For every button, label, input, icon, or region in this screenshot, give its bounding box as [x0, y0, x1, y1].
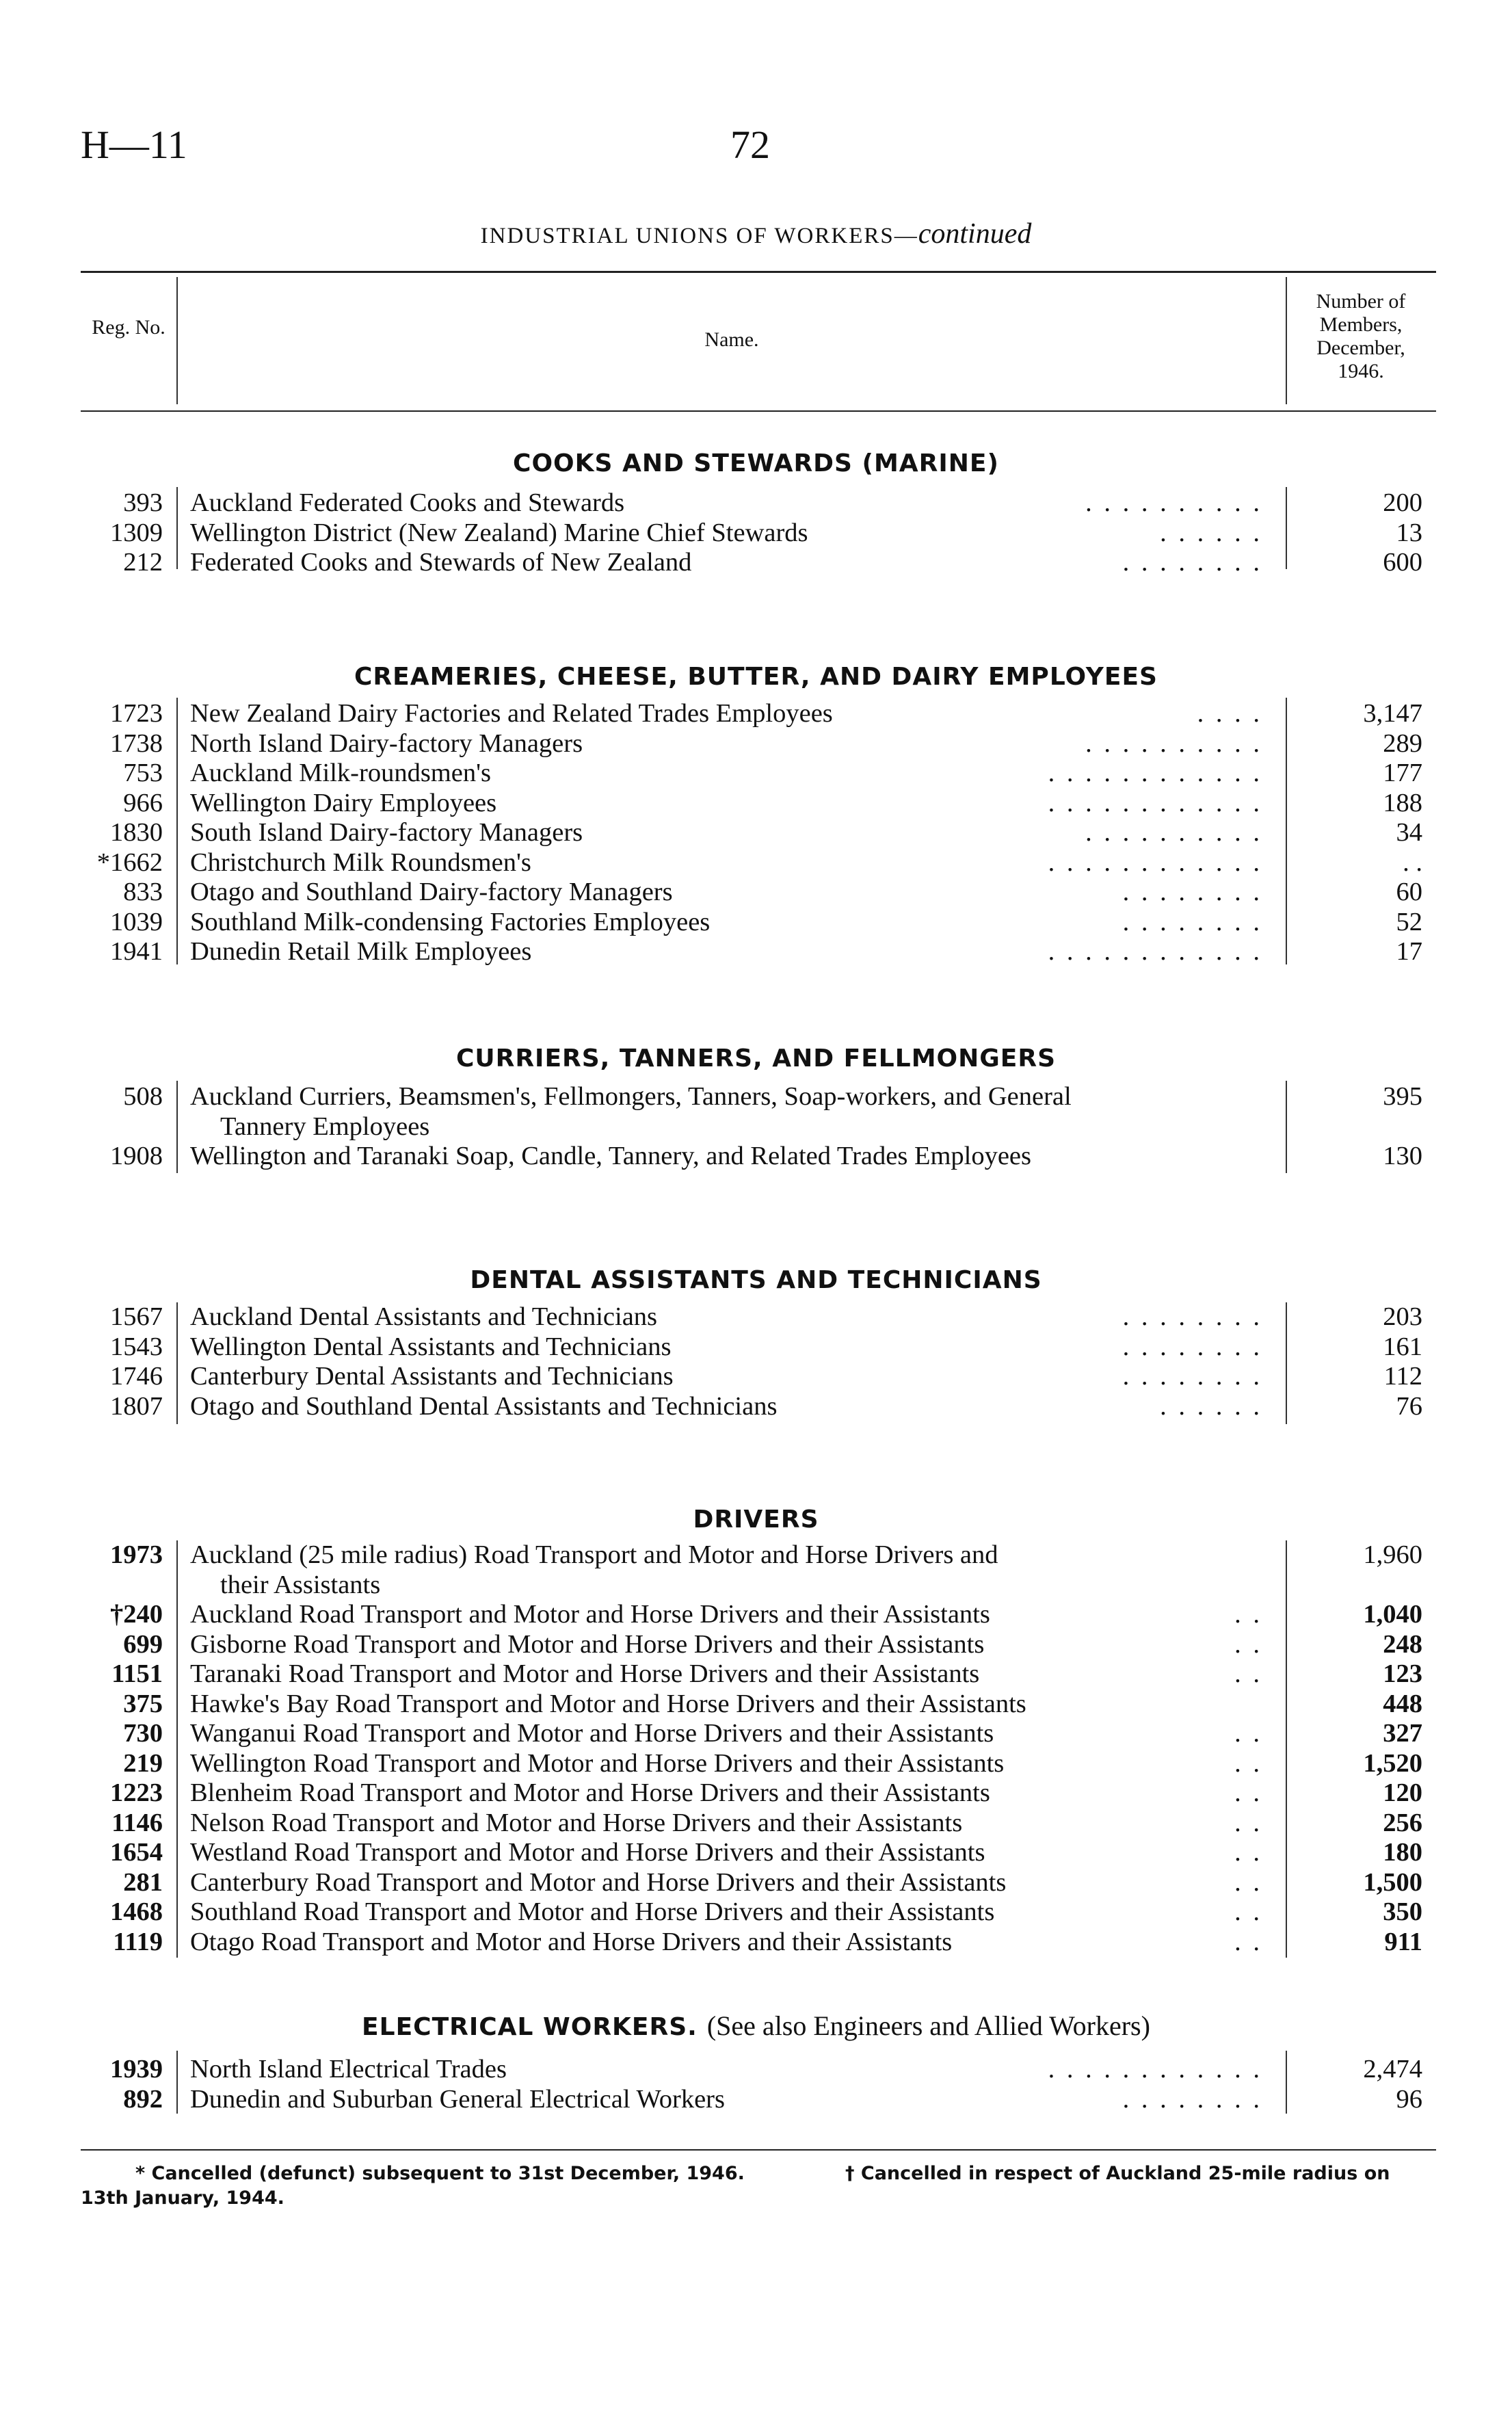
page-number: 72: [730, 122, 770, 167]
section-drivers: [0, 1502, 1512, 1957]
table-row: 1146 Nelson Road Transport and Motor and Horse Drivers and their Assistants . . 256: [111, 1808, 1422, 1837]
section-dental: [0, 1263, 1512, 1421]
footnote-auckland: † Cancelled in respect of Auckland 25-mile radius on: [845, 2163, 1390, 2184]
table-row: 1543 Wellington Dental Assistants and Technicians . . . . . . . . 161: [110, 1332, 1422, 1361]
table-row: 1039 Southland Milk-condensing Factories Employees . . . . . . . . 52: [110, 907, 1422, 936]
table-row: 1807 Otago and Southland Dental Assistants and Technicians . . . . . . 76: [110, 1391, 1422, 1421]
section-title: CURRIERS, TANNERS, AND FELLMONGERS: [455, 1044, 1057, 1073]
table-row: 1746 Canterbury Dental Assistants and Technicians . . . . . . . . 112: [110, 1362, 1422, 1391]
table-row: 212 Federated Cooks and Stewards of New Zealand . . . . . . . . 600: [123, 548, 1422, 577]
table-row: 281 Canterbury Road Transport and Motor and Horse Drivers and their Assistants . . 1,500: [123, 1867, 1422, 1897]
table-row: 892 Dunedin and Suburban General Electrical Workers . . . . . . . . 96: [123, 2084, 1422, 2114]
table-row: 1567 Auckland Dental Assistants and Technicians . . . . . . . . 203: [110, 1302, 1422, 1331]
report-code: H—11: [81, 122, 187, 167]
section-cooks-stewards: [0, 446, 1512, 578]
table-row: 1223 Blenheim Road Transport and Motor and Horse Drivers and their Assistants . . 120: [110, 1778, 1422, 1807]
footnote-rule: [81, 2149, 1436, 2151]
table-row: 1830 South Island Dairy-factory Managers . . . . . . . . . . 34: [110, 818, 1422, 847]
table-row: *1662 Christchurch Milk Roundsmen's . . . . . . . . . . . . . .: [96, 847, 1422, 877]
column-members: Number of Members, December, 1946.: [1316, 290, 1406, 382]
subtitle-continued: continued: [918, 218, 1032, 250]
column-reg-no: Reg. No.: [92, 316, 165, 339]
section-creameries: [0, 659, 1512, 967]
section-title: DRIVERS: [693, 1506, 819, 1534]
table-row: 393 Auckland Federated Cooks and Stewards . . . . . . . . . . 200: [123, 488, 1422, 517]
column-name: Name.: [704, 328, 759, 351]
table-row: 699 Gisborne Road Transport and Motor and Horse Drivers and their Assistants . . 248: [123, 1629, 1422, 1659]
subtitle-main: INDUSTRIAL UNIONS OF WORKERS—: [480, 224, 918, 248]
table-row: †240 Auckland Road Transport and Motor and Horse Drivers and their Assistants . . 1,040: [110, 1600, 1422, 1629]
table-row: 753 Auckland Milk-roundsmen's . . . . . . . . . . . . 177: [123, 759, 1422, 787]
page-subtitle: [0, 218, 1512, 250]
section-curriers-tanners: [0, 1041, 1512, 1172]
section-title: CREAMERIES, CHEESE, BUTTER, AND DAIRY EMPLOYEES: [354, 663, 1158, 691]
section-title: DENTAL ASSISTANTS AND TECHNICIANS: [470, 1266, 1042, 1294]
table-row: 1654 Westland Road Transport and Motor and Horse Drivers and their Assistants . . 180: [110, 1838, 1422, 1867]
table-row: 1119 Otago Road Transport and Motor and Horse Drivers and their Assistants . . 911: [113, 1927, 1422, 1956]
section-title: COOKS AND STEWARDS (MARINE): [513, 449, 999, 477]
table-row: 1939 North Island Electrical Trades . . . . . . . . . . . . 2,474: [110, 2055, 1422, 2084]
table-row: 1468 Southland Road Transport and Motor and Horse Drivers and their Assistants . . 350: [110, 1897, 1422, 1926]
table-row: 833 Otago and Southland Dairy-factory Managers . . . . . . . . 60: [123, 878, 1422, 906]
table-row: 730 Wanganui Road Transport and Motor and Horse Drivers and their Assistants . . 327: [123, 1719, 1422, 1748]
table-row: 1723 New Zealand Dairy Factories and Related Trades Employees . . . . 3,147: [110, 699, 1422, 728]
table-head-rule: [81, 410, 1436, 412]
footnote-defunct: * Cancelled (defunct) subsequent to 31st December, 1946.: [135, 2163, 745, 2184]
table-row: 508 Auckland Curriers, Beamsmen's, Fellmongers, Tanners, Soap-workers, and General Tannery Employees 395: [123, 1082, 1422, 1141]
table-row: 219 Wellington Road Transport and Motor and Horse Drivers and their Assistants . . 1,520: [123, 1748, 1422, 1778]
table-row: 1309 Wellington District (New Zealand) Marine Chief Stewards . . . . . . 13: [110, 518, 1422, 547]
table-row: 1941 Dunedin Retail Milk Employees . . . . . . . . . . . . 17: [110, 937, 1422, 966]
table-top-rule: [81, 271, 1436, 273]
table-row: 1908 Wellington and Taranaki Soap, Candle, Tannery, and Related Trades Employees 130: [110, 1142, 1422, 1170]
table-row: 966 Wellington Dairy Employees . . . . . . . . . . . . 188: [123, 788, 1422, 817]
section-title: ELECTRICAL WORKERS. (See also Engineers and Allied Workers): [362, 2010, 1150, 2041]
table-row: 1151 Taranaki Road Transport and Motor and Horse Drivers and their Assistants . . 123: [111, 1659, 1422, 1688]
section-electrical: [0, 2008, 1512, 2114]
table-row: 375 Hawke's Bay Road Transport and Motor and Horse Drivers and their Assistants 448: [123, 1689, 1422, 1718]
table-row: 1973 Auckland (25 mile radius) Road Transport and Motor and Horse Drivers and their Assistants 1,960: [110, 1540, 1422, 1599]
footnote-auckland-date: 13th January, 1944.: [81, 2187, 284, 2209]
table-row: 1738 North Island Dairy-factory Managers . . . . . . . . . . 289: [110, 728, 1422, 758]
